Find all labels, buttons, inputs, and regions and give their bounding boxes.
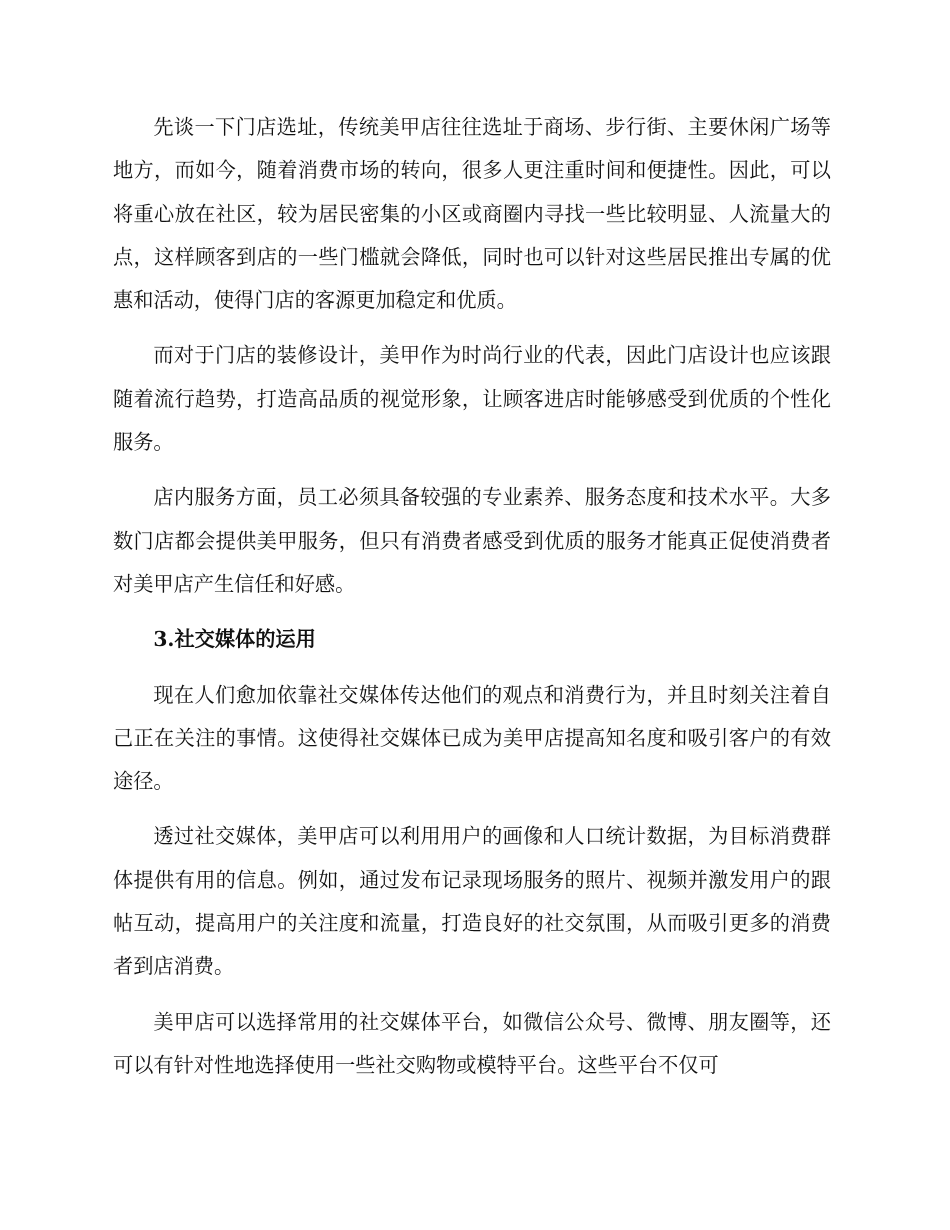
paragraph-social-media-reliance: 现在人们愈加依靠社交媒体传达他们的观点和消费行为，并且时刻关注着自己正在关注的事情。这使得社交媒体已成为美甲店提高知名度和吸引客户的有效途径。 (113, 682, 831, 794)
paragraph-social-media-targeting: 透过社交媒体，美甲店可以利用用户的画像和人口统计数据，为目标消费群体提供有用的信息。例如，通过发布记录现场服务的照片、视频并激发用户的跟帖互动，提高用户的关注度和流量，打造良好的社交氛围，从而吸引更多的消费者到店消费。 (113, 824, 831, 979)
paragraph-social-media-platforms: 美甲店可以选择常用的社交媒体平台，如微信公众号、微博、朋友圈等，还可以有针对性地选择使用一些社交购物或模特平台。这些平台不仅可 (113, 1009, 831, 1077)
document-body (113, 106, 831, 1099)
paragraph-store-decoration: 而对于门店的装修设计，美甲作为时尚行业的代表，因此门店设计也应该跟随着流行趋势，打造高品质的视觉形象，让顾客进店时能够感受到优质的个性化服务。 (113, 343, 831, 455)
paragraph-in-store-service: 店内服务方面，员工必须具备较强的专业素养、服务态度和技术水平。大多数门店都会提供美甲服务，但只有消费者感受到优质的服务才能真正促使消费者对美甲店产生信任和好感。 (113, 485, 831, 596)
paragraph-store-location: 先谈一下门店选址，传统美甲店往往选址于商场、步行街、主要休闲广场等地方，而如今，随着消费市场的转向，很多人更注重时间和便捷性。因此，可以将重心放在社区，较为居民密集的小区或商圈内寻找一些比较明显、人流量大的点，这样顾客到店的一些门槛就会降低，同时也可以针对这些居民推出专属的优惠和活动，使得门店的客源更加稳定和优质。 (113, 115, 831, 313)
section-heading: 3.社交媒体的运用 (153, 627, 316, 652)
